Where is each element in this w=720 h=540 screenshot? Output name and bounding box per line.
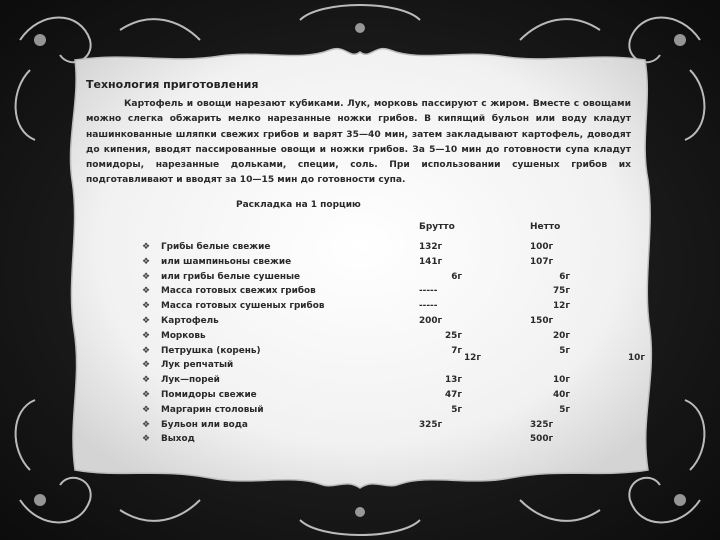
ingredient-name: Картофель [161,315,219,326]
ingredient-name: или грибы белые сушеные [161,271,301,282]
netto-value: 5г [559,345,570,356]
list-item [142,257,662,272]
list-item [142,375,662,390]
diamond-bullet-icon: ❖ [142,315,151,326]
list-item [142,301,662,316]
list-item [142,331,662,346]
brutto-value: 325г [419,419,443,430]
list-item [142,242,662,257]
brutto-value: 13г [445,375,462,386]
brutto-value: 6г [451,271,462,282]
diamond-bullet-icon: ❖ [142,360,151,371]
diamond-bullet-icon: ❖ [142,404,151,415]
netto-value: 75г [553,286,570,297]
list-item [142,390,662,405]
slide-title: Технология приготовления [86,78,259,91]
ingredient-name: Морковь [161,330,206,341]
netto-value: 500г [530,434,554,445]
ingredient-name: Выход [161,434,195,445]
brutto-value: 12г [464,353,481,364]
ingredient-name: Лук репчатый [161,360,234,371]
diamond-bullet-icon: ❖ [142,301,151,312]
brutto-value: 47г [445,389,462,400]
netto-value: 12г [553,301,570,312]
ingredient-name: Лук—порей [161,375,220,386]
list-item [142,405,662,420]
list-item [142,420,662,435]
ingredient-name: или шампиньоны свежие [161,256,292,267]
netto-value: 20г [553,330,570,341]
netto-value: 107г [530,256,554,267]
ingredient-name: Масса готовых свежих грибов [161,286,316,297]
column-header-netto: Нетто [530,222,561,232]
ingredient-name: Масса готовых сушеных грибов [161,301,325,312]
netto-value: 10г [628,353,645,364]
brutto-value: 132г [419,242,443,252]
list-item [142,345,662,364]
diamond-bullet-icon: ❖ [142,256,151,267]
diamond-bullet-icon: ❖ [142,389,151,400]
netto-value: 6г [559,271,570,282]
brutto-value: ----- [419,286,438,297]
column-header-brutto: Брутто [419,222,455,232]
ingredient-name: Бульон или вода [161,419,248,430]
diamond-bullet-icon: ❖ [142,330,151,341]
brutto-value: 25г [445,330,462,341]
diamond-bullet-icon: ❖ [142,375,151,386]
ingredient-name: Петрушка (корень) [161,345,261,356]
ingredient-list [142,242,662,449]
list-item [142,272,662,287]
netto-value: 5г [559,404,570,415]
list-item [142,316,662,331]
diamond-bullet-icon: ❖ [142,242,151,252]
ingredient-name: Грибы белые свежие [161,242,271,252]
diamond-bullet-icon: ❖ [142,286,151,297]
netto-value: 10г [553,375,570,386]
diamond-bullet-icon: ❖ [142,434,151,445]
recipe-paragraph: Картофель и овощи нарезают кубиками. Лук, морковь пассируют с жиром. Вместе с овощами можно слегка обжарить мелко нарезанные ножки грибов. В кипящий бульон или воду кладут нашинкованные шляпки свежих грибов и варят 35—40 мин, затем закладывают картофель, доводят до кипения, вводят пассированные овощи и ножки грибов. За 5—10 мин до готовности супа кладут помидоры, нарезанные дольками, специи, соль. При использовании сушеных грибов их подготавливают и вводят за 10—15 мин до готовности супа. [86,99,631,186]
diamond-bullet-icon: ❖ [142,345,151,356]
brutto-value: 7г [451,345,462,356]
list-item [142,286,662,301]
ingredient-name: Маргарин столовый [161,404,264,415]
brutto-value: 5г [451,404,462,415]
brutto-value: ----- [419,301,438,312]
brutto-value: 141г [419,256,443,267]
brutto-value: 200г [419,315,443,326]
netto-value: 40г [553,389,570,400]
list-item [142,353,662,375]
ingredient-name: Помидоры свежие [161,389,257,400]
netto-value: 100г [530,242,554,252]
diamond-bullet-icon: ❖ [142,419,151,430]
diamond-bullet-icon: ❖ [142,271,151,282]
slide-content [86,76,646,456]
portion-subtitle: Раскладка на 1 порцию [236,200,361,210]
netto-value: 325г [530,419,554,430]
list-item [142,434,662,449]
netto-value: 150г [530,315,554,326]
